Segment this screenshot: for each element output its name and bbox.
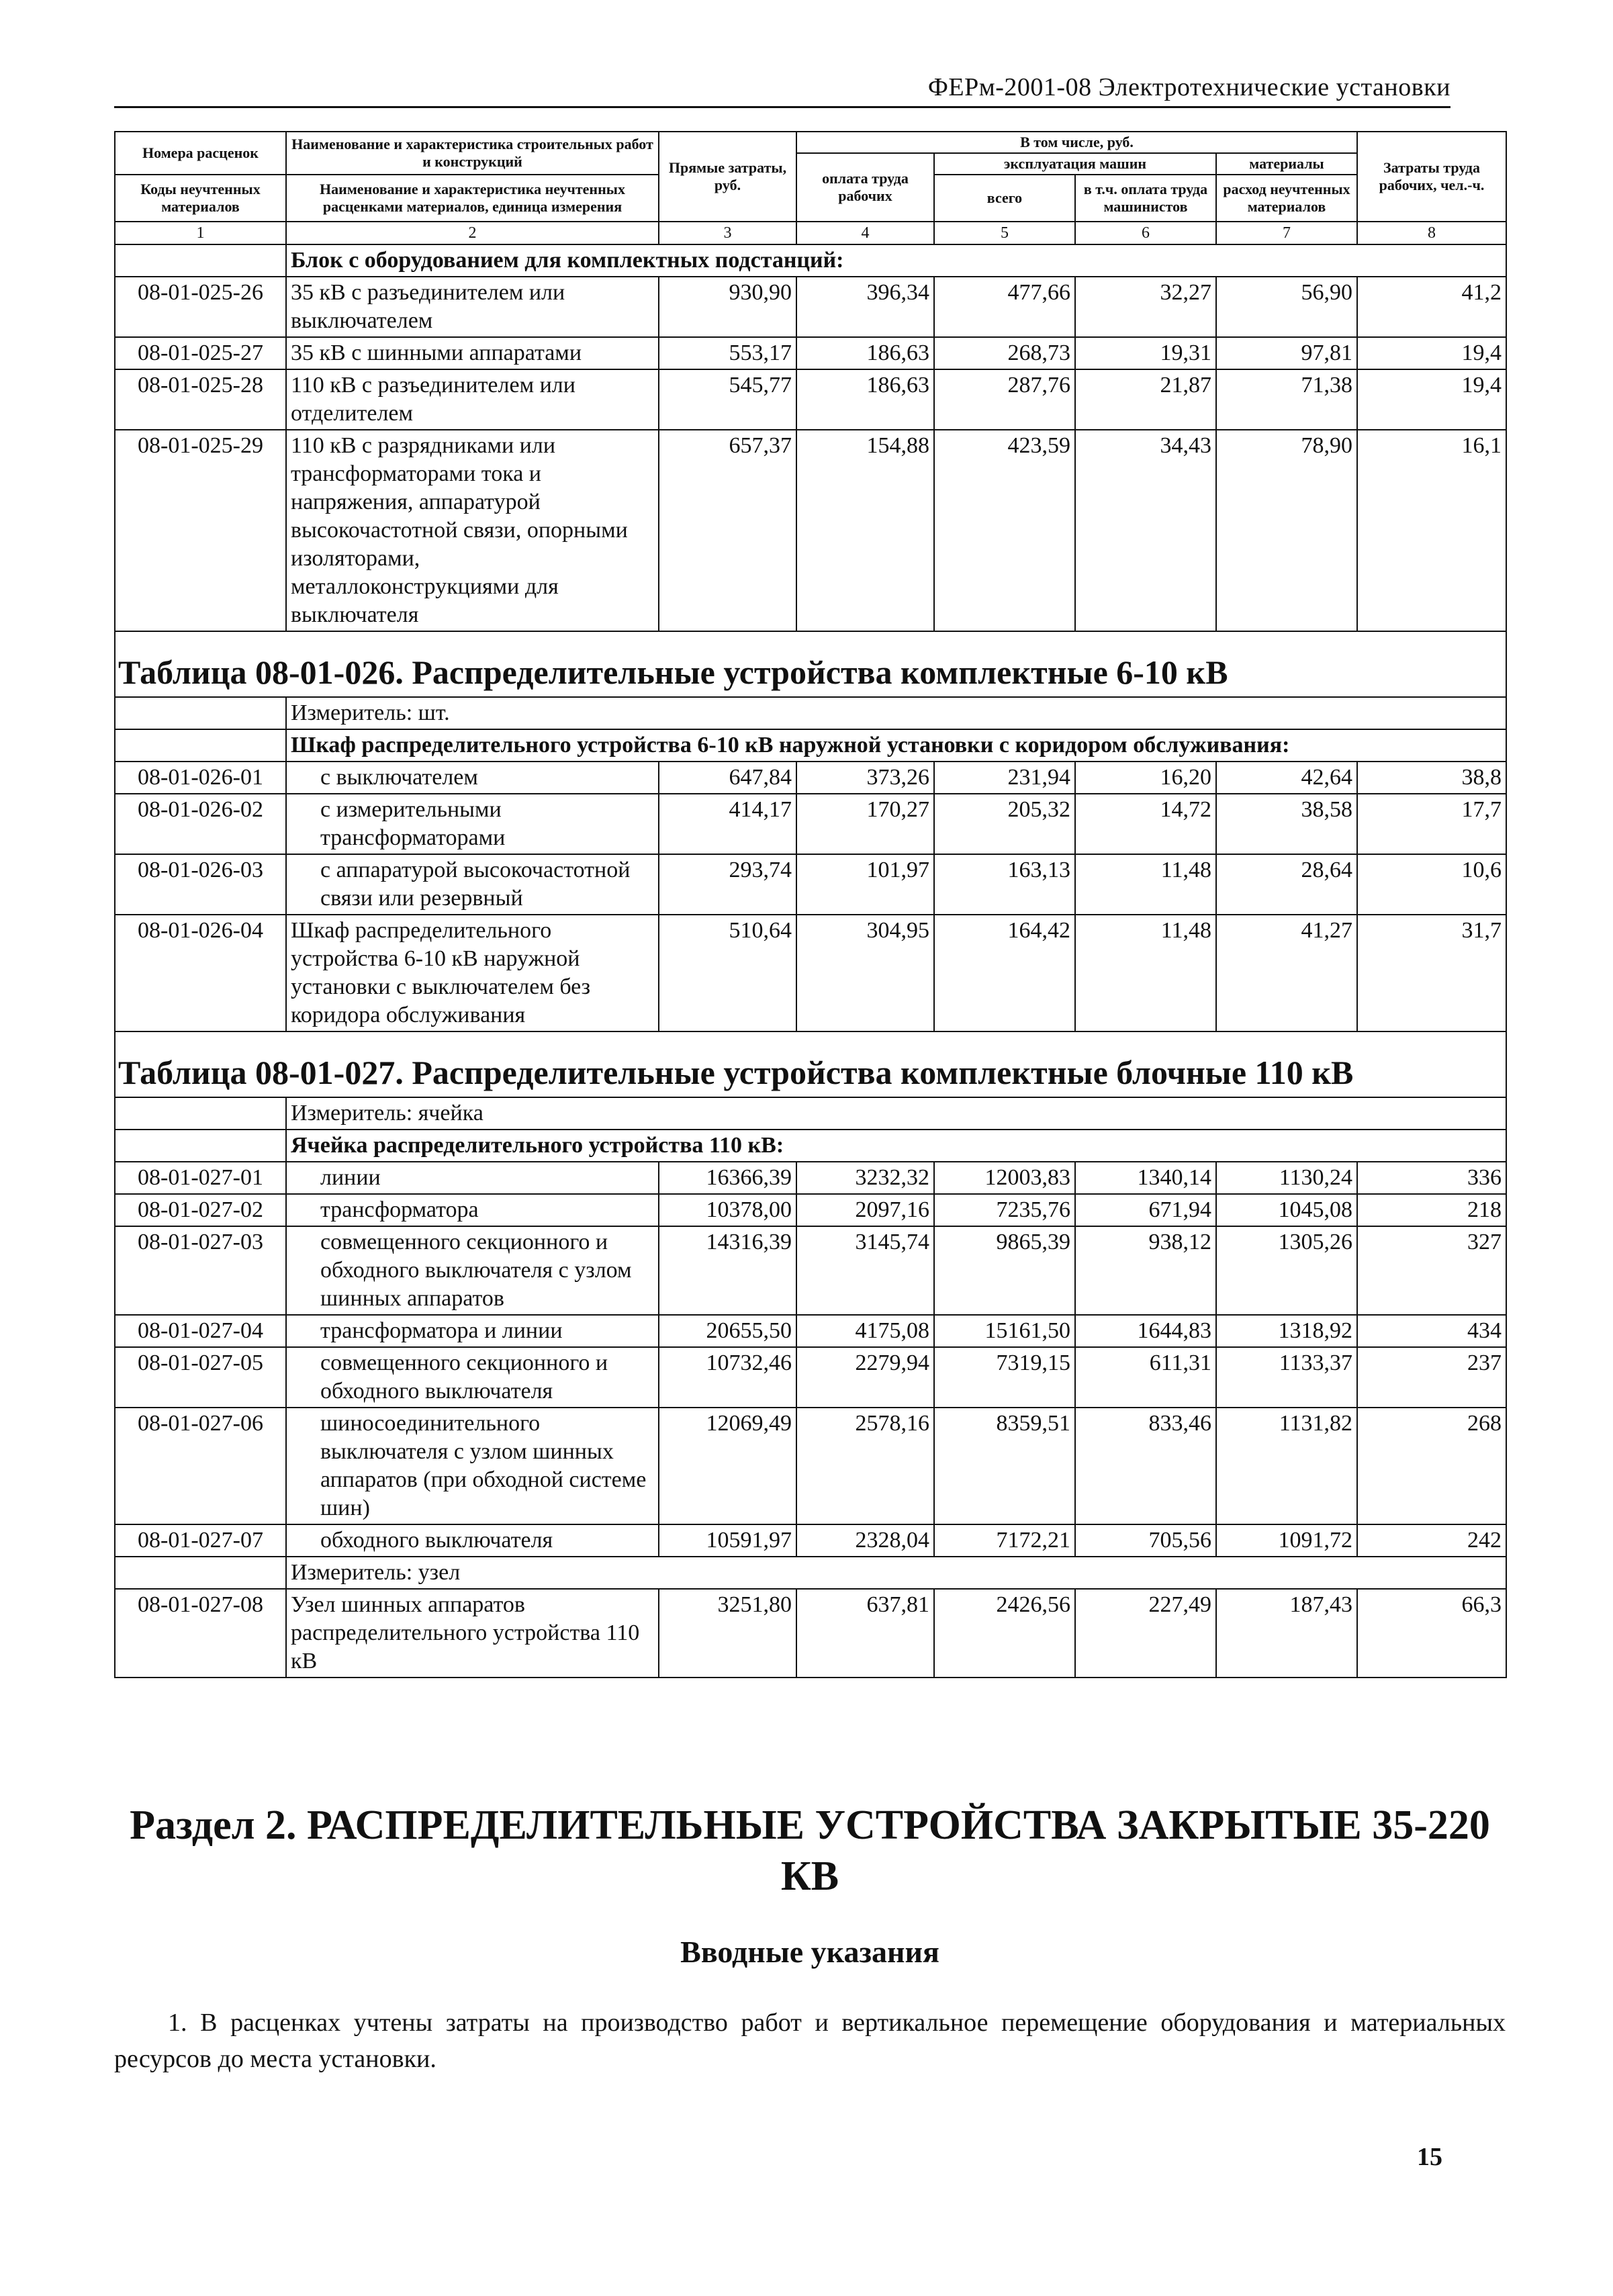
- machines-total: 7172,21: [934, 1524, 1075, 1557]
- labor: 19,4: [1357, 337, 1506, 369]
- table-row: [115, 369, 1506, 430]
- subsection-title: Вводные указания: [680, 1935, 939, 1969]
- column-number: 8: [1357, 222, 1506, 244]
- materials: 1131,82: [1216, 1408, 1357, 1524]
- rate-code: 08-01-027-04: [115, 1315, 286, 1347]
- wage: 101,97: [796, 854, 934, 915]
- table-title: Таблица 08-01-026. Распределительные устройства комплектные 6-10 кВ: [115, 631, 1506, 697]
- machines-total: 2426,56: [934, 1589, 1075, 1678]
- rate-name: 110 кВ с разрядниками или трансформаторами тока и напряжения, аппаратурой высокочастотной связи, опорными изоляторами, металлоконструкциями для выключателя: [286, 430, 659, 631]
- header-col-names: Наименование и характеристика строительных работ и конструкций: [286, 132, 659, 175]
- rate-code: 08-01-025-27: [115, 337, 286, 369]
- direct-costs: 510,64: [659, 915, 796, 1031]
- machines-total: 164,42: [934, 915, 1075, 1031]
- table-row: [115, 762, 1506, 794]
- direct-costs: 10378,00: [659, 1194, 796, 1226]
- labor: 66,3: [1357, 1589, 1506, 1678]
- table-row: [115, 1194, 1506, 1226]
- table-row: [115, 854, 1506, 915]
- labor: 31,7: [1357, 915, 1506, 1031]
- operators-wage: 11,48: [1075, 915, 1216, 1031]
- header-materials: материалы: [1216, 153, 1357, 175]
- wage: 2578,16: [796, 1408, 934, 1524]
- labor: 434: [1357, 1315, 1506, 1347]
- labor: 17,7: [1357, 794, 1506, 854]
- machines-total: 12003,83: [934, 1162, 1075, 1194]
- header-col-direct-costs: Прямые затраты, руб.: [659, 132, 796, 222]
- rate-name: шиносоединительного выключателя с узлом шинных аппаратов (при обходной системе шин): [286, 1408, 659, 1524]
- machines-total: 9865,39: [934, 1226, 1075, 1315]
- rate-name: линии: [286, 1162, 659, 1194]
- column-number: 1: [115, 222, 286, 244]
- rate-code: 08-01-027-03: [115, 1226, 286, 1315]
- table-row: [115, 1347, 1506, 1408]
- rate-name: с выключателем: [286, 762, 659, 794]
- direct-costs: 293,74: [659, 854, 796, 915]
- header-col-machines-total: всего: [934, 175, 1075, 222]
- labor: 237: [1357, 1347, 1506, 1408]
- table-row: [115, 1524, 1506, 1557]
- unit-of-measure: Измеритель: шт.: [286, 697, 1506, 729]
- materials: 1133,37: [1216, 1347, 1357, 1408]
- intro-paragraph: 1. В расценках учтены затраты на производство работ и вертикальное перемещение оборудования и материальных ресурсов до места установки.: [114, 2009, 1506, 2073]
- wage: 186,63: [796, 369, 934, 430]
- direct-costs: 657,37: [659, 430, 796, 631]
- rate-code: 08-01-025-28: [115, 369, 286, 430]
- wage: 3232,32: [796, 1162, 934, 1194]
- machines-total: 231,94: [934, 762, 1075, 794]
- rate-code: 08-01-027-08: [115, 1589, 286, 1678]
- rate-code: 08-01-027-07: [115, 1524, 286, 1557]
- rate-name: с аппаратурой высокочастотной связи или резервный: [286, 854, 659, 915]
- header-col-codes: Номера расценок: [115, 132, 286, 175]
- rate-name: трансформатора и линии: [286, 1315, 659, 1347]
- wage: 304,95: [796, 915, 934, 1031]
- operators-wage: 34,43: [1075, 430, 1216, 631]
- direct-costs: 647,84: [659, 762, 796, 794]
- column-number: 3: [659, 222, 796, 244]
- rate-code: 08-01-025-26: [115, 277, 286, 337]
- labor: 242: [1357, 1524, 1506, 1557]
- page-number: 15: [1417, 2143, 1442, 2171]
- operators-wage: 16,20: [1075, 762, 1216, 794]
- direct-costs: 3251,80: [659, 1589, 796, 1678]
- machines-total: 15161,50: [934, 1315, 1075, 1347]
- rate-code: 08-01-026-02: [115, 794, 286, 854]
- direct-costs: 545,77: [659, 369, 796, 430]
- group-heading: Ячейка распределительного устройства 110 кВ:: [286, 1130, 1506, 1162]
- column-number: 2: [286, 222, 659, 244]
- rate-code: 08-01-025-29: [115, 430, 286, 631]
- rate-name: Узел шинных аппаратов распределительного устройства 110 кВ: [286, 1589, 659, 1678]
- wage: 396,34: [796, 277, 934, 337]
- machines-total: 268,73: [934, 337, 1075, 369]
- labor: 218: [1357, 1194, 1506, 1226]
- materials: 1045,08: [1216, 1194, 1357, 1226]
- rate-name: Шкаф распределительного устройства 6-10 кВ наружной установки с выключателем без коридора обслуживания: [286, 915, 659, 1031]
- materials: 187,43: [1216, 1589, 1357, 1678]
- labor: 327: [1357, 1226, 1506, 1315]
- table-row: [115, 1589, 1506, 1678]
- materials: 42,64: [1216, 762, 1357, 794]
- machines-total: 7235,76: [934, 1194, 1075, 1226]
- rate-code: 08-01-027-06: [115, 1408, 286, 1524]
- header-col-material-names: Наименование и характеристика неучтенных расценками материалов, единица измерения: [286, 175, 659, 222]
- rate-name: 35 кВ с шинными аппаратами: [286, 337, 659, 369]
- table-title: Таблица 08-01-027. Распределительные устройства комплектные блочные 110 кВ: [115, 1031, 1506, 1097]
- machines-total: 477,66: [934, 277, 1075, 337]
- table-row: [115, 337, 1506, 369]
- section-title: Раздел 2. РАСПРЕДЕЛИТЕЛЬНЫЕ УСТРОЙСТВА ЗАКРЫТЫЕ 35-220 КВ: [130, 1802, 1490, 1899]
- machines-total: 8359,51: [934, 1408, 1075, 1524]
- table-row: [115, 1408, 1506, 1524]
- labor: 10,6: [1357, 854, 1506, 915]
- rate-code: 08-01-027-05: [115, 1347, 286, 1408]
- unit-of-measure: Измеритель: узел: [286, 1557, 1506, 1589]
- operators-wage: 705,56: [1075, 1524, 1216, 1557]
- operators-wage: 938,12: [1075, 1226, 1216, 1315]
- labor: 38,8: [1357, 762, 1506, 794]
- direct-costs: 12069,49: [659, 1408, 796, 1524]
- direct-costs: 553,17: [659, 337, 796, 369]
- rate-name: совмещенного секционного и обходного выключателя с узлом шинных аппаратов: [286, 1226, 659, 1315]
- direct-costs: 10591,97: [659, 1524, 796, 1557]
- materials: 41,27: [1216, 915, 1357, 1031]
- rate-code: 08-01-026-01: [115, 762, 286, 794]
- materials: 1091,72: [1216, 1524, 1357, 1557]
- labor: 19,4: [1357, 369, 1506, 430]
- operators-wage: 32,27: [1075, 277, 1216, 337]
- labor: 268: [1357, 1408, 1506, 1524]
- table-row: [115, 430, 1506, 631]
- table-row: [115, 1162, 1506, 1194]
- header-col-operators-wage: в т.ч. оплата труда машинистов: [1075, 175, 1216, 222]
- wage: 186,63: [796, 337, 934, 369]
- group-heading: Блок с оборудованием для комплектных подстанций:: [286, 244, 1506, 277]
- direct-costs: 14316,39: [659, 1226, 796, 1315]
- column-number: 7: [1216, 222, 1357, 244]
- materials: 1130,24: [1216, 1162, 1357, 1194]
- header-incl: В том числе, руб.: [796, 132, 1357, 153]
- operators-wage: 611,31: [1075, 1347, 1216, 1408]
- header-col-materials-consumption: расход неучтенных материалов: [1216, 175, 1357, 222]
- operators-wage: 14,72: [1075, 794, 1216, 854]
- materials: 38,58: [1216, 794, 1357, 854]
- materials: 71,38: [1216, 369, 1357, 430]
- operators-wage: 833,46: [1075, 1408, 1216, 1524]
- machines-total: 287,76: [934, 369, 1075, 430]
- operators-wage: 11,48: [1075, 854, 1216, 915]
- direct-costs: 930,90: [659, 277, 796, 337]
- labor: 336: [1357, 1162, 1506, 1194]
- direct-costs: 16366,39: [659, 1162, 796, 1194]
- materials: 97,81: [1216, 337, 1357, 369]
- unit-of-measure: Измеритель: ячейка: [286, 1097, 1506, 1130]
- rates-table: [114, 131, 1507, 1678]
- wage: 373,26: [796, 762, 934, 794]
- operators-wage: 21,87: [1075, 369, 1216, 430]
- direct-costs: 414,17: [659, 794, 796, 854]
- rate-name: с измерительными трансформаторами: [286, 794, 659, 854]
- operators-wage: 1644,83: [1075, 1315, 1216, 1347]
- column-number: 5: [934, 222, 1075, 244]
- rate-name: трансформатора: [286, 1194, 659, 1226]
- wage: 170,27: [796, 794, 934, 854]
- running-head: ФЕРм-2001-08 Электротехнические установки: [114, 73, 1450, 108]
- table-row: [115, 1315, 1506, 1347]
- rate-code: 08-01-027-02: [115, 1194, 286, 1226]
- machines-total: 7319,15: [934, 1347, 1075, 1408]
- operators-wage: 19,31: [1075, 337, 1216, 369]
- rate-name: 35 кВ с разъединителем или выключателем: [286, 277, 659, 337]
- wage: 4175,08: [796, 1315, 934, 1347]
- materials: 78,90: [1216, 430, 1357, 631]
- machines-total: 423,59: [934, 430, 1075, 631]
- labor: 41,2: [1357, 277, 1506, 337]
- direct-costs: 20655,50: [659, 1315, 796, 1347]
- labor: 16,1: [1357, 430, 1506, 631]
- wage: 637,81: [796, 1589, 934, 1678]
- wage: 2328,04: [796, 1524, 934, 1557]
- column-number: 4: [796, 222, 934, 244]
- machines-total: 205,32: [934, 794, 1075, 854]
- wage: 154,88: [796, 430, 934, 631]
- operators-wage: 227,49: [1075, 1589, 1216, 1678]
- table-row: [115, 794, 1506, 854]
- table-row: [115, 915, 1506, 1031]
- materials: 28,64: [1216, 854, 1357, 915]
- table-header: [115, 132, 1506, 244]
- wage: 2097,16: [796, 1194, 934, 1226]
- header-col-wage: оплата труда рабочих: [796, 153, 934, 222]
- rate-code: 08-01-026-04: [115, 915, 286, 1031]
- table-row: [115, 277, 1506, 337]
- header-col-material-codes: Коды неучтенных материалов: [115, 175, 286, 222]
- column-number-row: [115, 222, 1506, 244]
- rate-name: обходного выключателя: [286, 1524, 659, 1557]
- column-number: 6: [1075, 222, 1216, 244]
- operators-wage: 1340,14: [1075, 1162, 1216, 1194]
- table-row: [115, 1226, 1506, 1315]
- machines-total: 163,13: [934, 854, 1075, 915]
- rate-code: 08-01-027-01: [115, 1162, 286, 1194]
- group-heading: Шкаф распределительного устройства 6-10 кВ наружной установки с коридором обслуживания:: [286, 729, 1506, 762]
- rate-name: совмещенного секционного и обходного выключателя: [286, 1347, 659, 1408]
- header-col-labor: Затраты труда рабочих, чел.-ч.: [1357, 132, 1506, 222]
- materials: 56,90: [1216, 277, 1357, 337]
- rate-code: 08-01-026-03: [115, 854, 286, 915]
- materials: 1318,92: [1216, 1315, 1357, 1347]
- wage: 3145,74: [796, 1226, 934, 1315]
- rate-name: 110 кВ с разъединителем или отделителем: [286, 369, 659, 430]
- materials: 1305,26: [1216, 1226, 1357, 1315]
- direct-costs: 10732,46: [659, 1347, 796, 1408]
- wage: 2279,94: [796, 1347, 934, 1408]
- operators-wage: 671,94: [1075, 1194, 1216, 1226]
- header-machines: эксплуатация машин: [934, 153, 1216, 175]
